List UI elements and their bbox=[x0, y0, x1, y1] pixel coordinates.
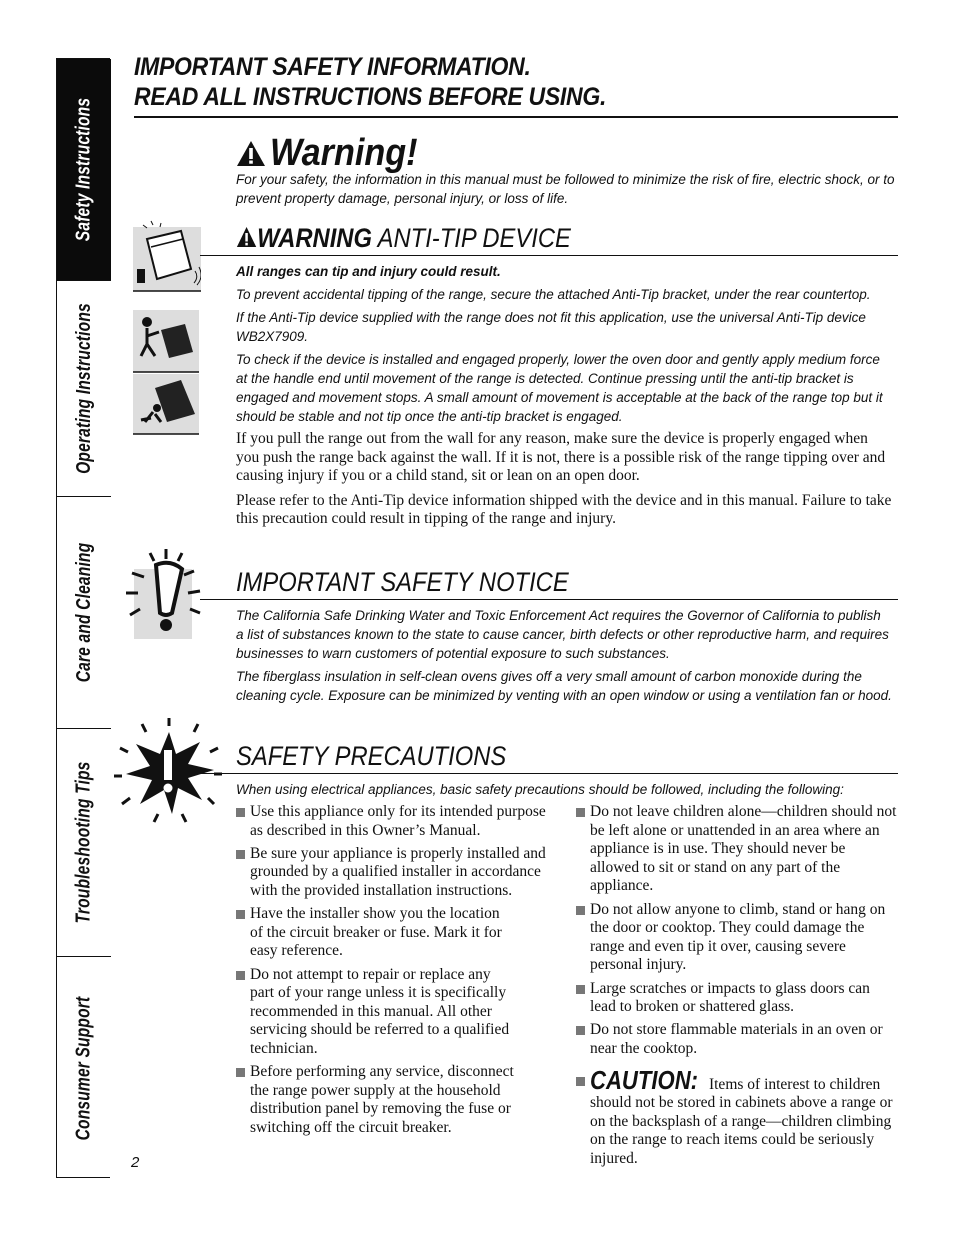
list-item-text: Have the installer show you the location of the circuit breaker or fuse. Mark it for easy reference. bbox=[250, 905, 502, 960]
precautions-rule bbox=[200, 773, 898, 774]
tab-consumer-support[interactable] bbox=[57, 957, 111, 1179]
tab-label: Operating Instructions bbox=[72, 303, 95, 474]
climbing-child-icon bbox=[133, 310, 199, 374]
notice-p2: The fiberglass insulation in self-clean ovens gives off a very small amount of carbon monoxide during the cleaning cycle. Exposure can be minimized by venting with an open window or using a ventilation fan or hood. bbox=[236, 669, 892, 703]
header-line-1: IMPORTANT SAFETY INFORMATION. bbox=[134, 53, 531, 81]
antitip-title-rest: ANTI-TIP DEVICE bbox=[371, 223, 571, 253]
bullet-square-icon bbox=[576, 985, 585, 994]
caution-text: Items of interest to children should not be stored in cabinets above a range or on the backsplash of a range—children climbing on the range to reach items could be seriously injured. bbox=[590, 1075, 893, 1167]
caution-item bbox=[576, 1064, 898, 1169]
bullet-square-icon bbox=[236, 808, 245, 817]
tab-operating-instructions[interactable] bbox=[57, 281, 111, 497]
warning-intro: For your safety, the information in this manual must be followed to minimize the risk of fire, electric shock, or to prevent property damage, personal injury, or loss of life. bbox=[236, 172, 895, 206]
list-item bbox=[576, 1021, 898, 1058]
range-tip-icon bbox=[133, 219, 201, 295]
tab-label: Consumer Support bbox=[72, 996, 95, 1140]
antitip-body bbox=[236, 262, 892, 529]
tab-label: Safety Instructions bbox=[72, 97, 95, 242]
page-header bbox=[134, 52, 647, 112]
antitip-p1: To prevent accidental tipping of the range, secure the attached Anti-Tip bracket, under the rear countertop. bbox=[236, 287, 871, 302]
list-item bbox=[576, 901, 898, 975]
list-item bbox=[236, 966, 560, 1059]
bullet-square-icon bbox=[576, 906, 585, 915]
precautions-title: SAFETY PRECAUTIONS bbox=[236, 741, 507, 771]
bullet-square-icon bbox=[236, 1068, 245, 1077]
page-number: 2 bbox=[131, 1154, 140, 1171]
antitip-title-bold: WARNING bbox=[257, 223, 372, 253]
list-item-text: Do not store flammable materials in an oven or near the cooktop. bbox=[590, 1021, 883, 1057]
antitip-lead: All ranges can tip and injury could result. bbox=[236, 264, 501, 279]
exclamation-burst-icon bbox=[120, 547, 210, 641]
antitip-p2: If the Anti-Tip device supplied with the range does not fit this application, use the universal Anti-Tip device WB2X7909. bbox=[236, 310, 866, 344]
list-item bbox=[576, 803, 898, 896]
bullet-square-icon bbox=[236, 910, 245, 919]
warning-heading: Warning! bbox=[270, 132, 418, 174]
list-item-text: Do not attempt to repair or replace any part of your range unless it is specifically recommended in this manual. All other servicing should be referred to a qualified technician. bbox=[250, 965, 510, 1057]
antitip-title bbox=[236, 222, 571, 254]
tab-label: Care and Cleaning bbox=[72, 542, 95, 683]
range-falling-icon bbox=[133, 374, 199, 436]
warning-title bbox=[236, 132, 434, 174]
list-item bbox=[236, 803, 560, 840]
notice-p1: The California Safe Drinking Water and Toxic Enforcement Act requires the Governor of California to publish a list of substances known to the state to cause cancer, birth defects or other reproductive harm, and requires businesses to warn customers of potential exposure to such substances. bbox=[236, 608, 889, 661]
notice-body bbox=[236, 606, 892, 705]
precautions-right-list bbox=[576, 803, 898, 1173]
list-item bbox=[236, 905, 560, 961]
bullet-square-icon bbox=[576, 1077, 585, 1086]
side-tabs bbox=[56, 58, 110, 1178]
precautions-left-list bbox=[236, 803, 560, 1142]
caution-label: CAUTION: bbox=[590, 1064, 699, 1095]
header-rule bbox=[134, 116, 898, 118]
tab-troubleshooting-tips[interactable] bbox=[57, 729, 111, 957]
warning-triangle-icon bbox=[236, 139, 266, 167]
tab-care-and-cleaning[interactable] bbox=[57, 497, 111, 729]
list-item bbox=[236, 1063, 560, 1137]
bullet-square-icon bbox=[576, 1026, 585, 1035]
list-item bbox=[236, 845, 560, 901]
antitip-p5: Please refer to the Anti-Tip device information shipped with the device and in this manual. Failure to take this precaution could result in tipping of the range and injury. bbox=[236, 491, 892, 528]
bullet-square-icon bbox=[576, 808, 585, 817]
header-line-2: READ ALL INSTRUCTIONS BEFORE USING. bbox=[134, 83, 607, 111]
list-item-text: Do not allow anyone to climb, stand or hang on the door or cooktop. They could damage the range and even tip it over, causing severe personal injury. bbox=[590, 900, 886, 974]
bullet-square-icon bbox=[236, 971, 245, 980]
tab-label: Troubleshooting Tips bbox=[72, 761, 95, 924]
list-item-text: Large scratches or impacts to glass doors can lead to broken or shattered glass. bbox=[590, 979, 870, 1016]
precautions-intro: When using electrical appliances, basic safety precautions should be followed, including the following: bbox=[236, 782, 844, 797]
antitip-p3: To check if the device is installed and engaged properly, lower the oven door and gently apply medium force at the handle end until movement of the range is detected. Continue pressing until the anti-tip bracket is engaged and movement stops. A small amount of movement is acceptable at the back of the range top but it should be stable and not tip once the anti-tip bracket is engaged. bbox=[236, 352, 883, 424]
warning-triangle-icon bbox=[236, 226, 257, 248]
list-item-text: Before performing any service, disconnect the range power supply at the household distribution panel by removing the fuse or switching off the circuit breaker. bbox=[250, 1063, 514, 1136]
list-item bbox=[576, 980, 898, 1017]
antitip-rule bbox=[200, 255, 898, 256]
antitip-p4: If you pull the range out from the wall for any reason, make sure the device is properly engaged when you push the range back against the wall. If it is not, there is a possible risk of the range tipping over and causing injury if you or a child stand, sit or lean on an open door. bbox=[236, 430, 886, 485]
list-item-text: Be sure your appliance is properly installed and grounded by a qualified installer in accordance with the provided installation instructions. bbox=[250, 844, 546, 899]
list-item-text: Do not leave children alone—children should not be left alone or unattended in an area where an appliance is in use. They should never be allowed to sit or stand on any part of the appliance. bbox=[590, 803, 897, 895]
tab-safety-instructions[interactable] bbox=[57, 59, 111, 281]
notice-title: IMPORTANT SAFETY NOTICE bbox=[236, 567, 569, 597]
notice-rule bbox=[200, 599, 898, 600]
bullet-square-icon bbox=[236, 850, 245, 859]
list-item-text: Use this appliance only for its intended purpose as described in this Owner’s Manual. bbox=[250, 803, 546, 839]
explosion-icon bbox=[114, 718, 224, 826]
